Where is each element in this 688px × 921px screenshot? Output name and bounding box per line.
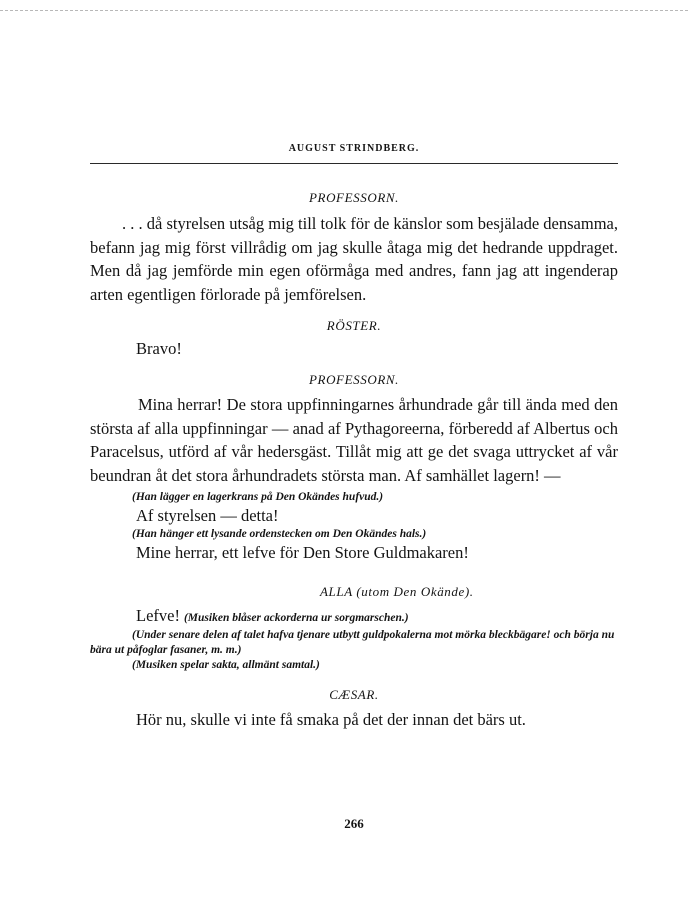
running-header: AUGUST STRINDBERG. bbox=[288, 143, 420, 154]
speaker-professorn: PROFESSORN. bbox=[308, 190, 399, 205]
scan-edge-line bbox=[0, 10, 688, 11]
speech-professorn-2: Mina herrar! De stora uppfinningarnes århundrade går till ända med den största af alla uppfinningar — anad af Pythagoreerna, förberedd af Albertus och Paracelsus, utförd af vår hedersgäst. Tillåt mig att ge det svaga uttrycket af vår beundran åt det stora århundradets största man. Af samhället lagern! — bbox=[90, 395, 618, 485]
speaker-roster: RÖSTER. bbox=[326, 318, 382, 333]
speech-lefve: Lefve! bbox=[136, 606, 180, 625]
speech-professorn-1: . . . då styrelsen utsåg mig till tolk för de känslor som besjälade densamma, befann jag mig först villrådig om jag skulle åtaga mig det hedrande uppdraget. Men då jag jemförde min egen oförmåga med andres, fann jag att ingenderap arten egentligen förlorade på jemförelsen. bbox=[90, 214, 618, 304]
speech-caesar: Hör nu, skulle vi inte få smaka på det der innan det bärs ut. bbox=[136, 710, 526, 729]
header-rule bbox=[90, 163, 618, 164]
stage-direction-musiken: (Musiken blåser ackorderna ur sorgmarschen.) bbox=[183, 612, 409, 624]
speech-af-styrelsen: Af styrelsen — detta! bbox=[136, 506, 279, 525]
speaker-alla: ALLA (utom Den Okände). bbox=[320, 584, 474, 599]
stage-direction-samtal: (Musiken spelar sakta, allmänt samtal.) bbox=[132, 659, 320, 671]
page-body bbox=[90, 190, 618, 731]
speaker-caesar: CÆSAR. bbox=[329, 687, 379, 702]
stage-direction-krans: (Han lägger en lagerkrans på Den Okändes hufvud.) bbox=[132, 491, 384, 503]
speech-lefve-guldmakaren: Mine herrar, ett lefve för Den Store Guldmakaren! bbox=[136, 543, 469, 562]
stage-direction-tjenare: (Under senare delen af talet hafva tjenare utbytt guldpokalerna mot mörka bleckbägare! och börja nu bära ut påfoglar fasaner, m. m.) bbox=[90, 629, 615, 656]
speech-lefve-row bbox=[90, 605, 618, 628]
speaker-professorn-2: PROFESSORN. bbox=[308, 372, 399, 387]
stage-direction-orden: (Han hänger ett lysande ordenstecken om Den Okändes hals.) bbox=[132, 528, 427, 540]
page-number: 266 bbox=[344, 816, 364, 831]
speech-bravo: Bravo! bbox=[136, 339, 182, 358]
